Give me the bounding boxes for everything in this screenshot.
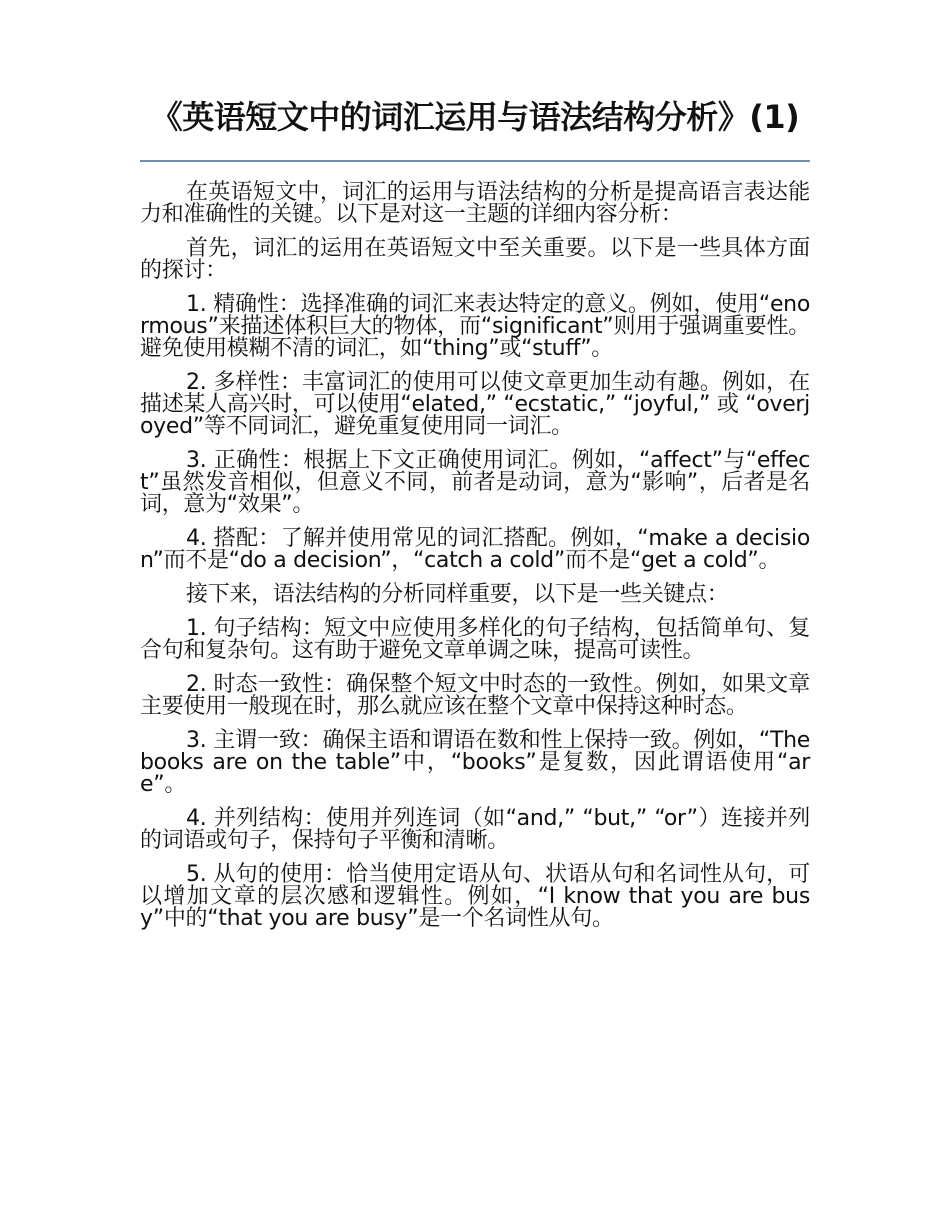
document-title: 《英语短文中的词汇运用与语法结构分析》(1) xyxy=(150,98,800,136)
document-body xyxy=(140,182,810,942)
paragraph-vocab-precision: 1. 精确性：选择准确的词汇来表达特定的意义。例如，使用“enormous”来描述体积巨大的物体，而“significant”则用于强调重要性。避免使用模糊不清的词汇，如“thing”或“stuff”。 xyxy=(140,292,810,361)
paragraph-grammar-sentence-structure: 1. 句子结构：短文中应使用多样化的句子结构，包括简单句、复合句和复杂句。这有助于避免文章单调之味，提高可读性。 xyxy=(140,616,810,663)
title-underline-divider xyxy=(140,160,810,162)
paragraph-vocabulary-intro: 首先，词汇的运用在英语短文中至关重要。以下是一些具体方面的探讨： xyxy=(140,236,810,283)
paragraph-grammar-agreement: 3. 主谓一致：确保主语和谓语在数和性上保持一致。例如，“The books are on the table”中，“books”是复数，因此谓语使用“are”。 xyxy=(140,728,810,797)
paragraph-vocab-correctness: 3. 正确性：根据上下文正确使用词汇。例如，“affect”与“effect”虽然发音相似，但意义不同，前者是动词，意为“影响”，后者是名词，意为“效果”。 xyxy=(140,448,810,517)
paragraph-grammar-parallel: 4. 并列结构：使用并列连词（如“and,” “but,” “or”）连接并列的词语或句子，保持句子平衡和清晰。 xyxy=(140,806,810,853)
paragraph-intro: 在英语短文中，词汇的运用与语法结构的分析是提高语言表达能力和准确性的关键。以下是对这一主题的详细内容分析： xyxy=(140,180,810,227)
paragraph-vocab-collocation: 4. 搭配：了解并使用常见的词汇搭配。例如，“make a decision”而不是“do a decision”，“catch a cold”而不是“get a cold”。 xyxy=(140,526,810,573)
paragraph-grammar-tense: 2. 时态一致性：确保整个短文中时态的一致性。例如，如果文章主要使用一般现在时，那么就应该在整个文章中保持这种时态。 xyxy=(140,672,810,719)
paragraph-vocab-variety: 2. 多样性：丰富词汇的使用可以使文章更加生动有趣。例如，在描述某人高兴时，可以使用“elated,” “ecstatic,” “joyful,” 或 “overjoyed”等不同词汇，避免重复使用同一词汇。 xyxy=(140,370,810,439)
paragraph-grammar-clauses: 5. 从句的使用：恰当使用定语从句、状语从句和名词性从句，可以增加文章的层次感和逻辑性。例如，“I know that you are busy”中的“that you are busy”是一个名词性从句。 xyxy=(140,862,810,931)
paragraph-grammar-intro: 接下来，语法结构的分析同样重要，以下是一些关键点： xyxy=(186,582,729,607)
